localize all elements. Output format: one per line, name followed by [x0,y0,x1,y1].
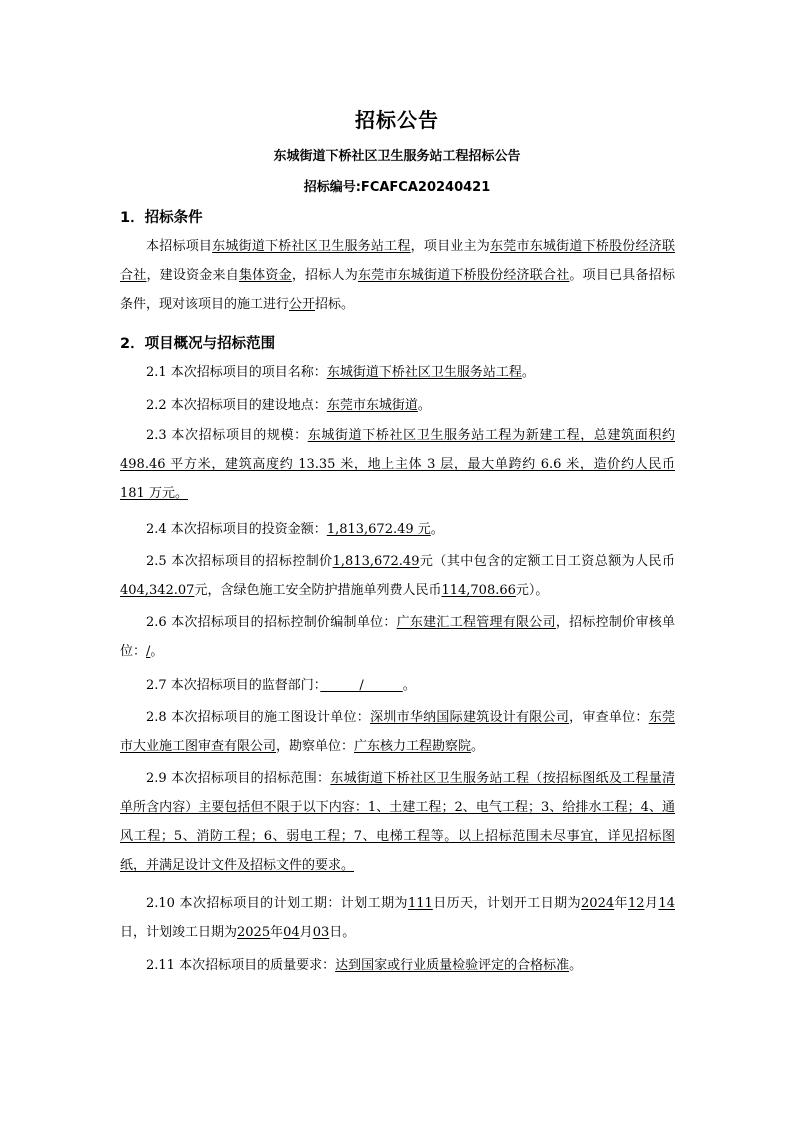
start-month-value: 12 [628,896,645,911]
text-run: ，项目业主为 [410,239,490,254]
document-subtitle: 东城街道下桥社区卫生服务站工程招标公告 [273,149,521,164]
tender-mode-value: 公开 [289,297,316,312]
item-value: / [146,644,151,659]
item-label: 2.9 本次招标项目的招标范围： [146,771,331,786]
item-2-11 [120,951,675,980]
text-run: 月 [299,925,313,940]
funding-value: 集体资金 [238,268,292,283]
item-label: 2.10 本次招标项目的计划工期：计划工期为 [146,896,408,911]
text-run: 。 [569,958,583,973]
item-2-10 [120,889,675,947]
text-run: 。 [417,398,431,413]
item-value: 404,342.07 [120,583,195,598]
section-1-heading: 1．招标条件 [120,210,203,226]
item-label: 2.2 本次招标项目的建设地点： [146,398,327,413]
item-label: 2.4 本次招标项目的投资金额： [146,522,327,537]
item-value: 广东建汇工程管理有限公司 [396,615,556,630]
start-day-value: 14 [658,896,675,911]
item-value: 1,813,672.49 [332,554,420,569]
item-value: 深圳市华纳国际建筑设计有限公司 [370,710,570,725]
item-value: 东莞市大业施工图审查有限公司 [120,710,675,754]
text-run: 。项目已具备招标条件，现对该项目的施工进行 [120,268,675,312]
item-2-6 [120,608,675,666]
text-run: 元）。 [515,583,549,598]
item-value: 广东核力工程勘察院 [354,739,472,754]
text-run: 。 [402,678,416,693]
start-year-value: 2024 [581,896,615,911]
text-run: ，勘察单位： [276,739,355,754]
item-2-7 [120,671,675,700]
item-2-1 [120,358,675,387]
item-value: / [320,678,403,693]
document-title: 招标公告 [355,108,439,132]
text-run: 。 [471,739,485,754]
item-value: 1,813,672.49 元 [326,522,431,537]
item-2-9 [120,764,675,880]
end-month-value: 04 [283,925,300,940]
end-day-value: 03 [312,925,330,940]
text-run: 年 [614,896,628,911]
item-2-2 [120,391,675,420]
section-1-paragraph [120,232,675,319]
text-run: 元（其中包含的定额工日工资总额为人民币 [419,554,675,569]
item-value: 东城街道下桥社区卫生服务站工程 [326,365,522,380]
text-run: 元，含绿色施工安全防护措施单列费人民币 [194,583,442,598]
item-value: 东城街道下桥社区卫生服务站工程（按招标图纸及工程量清单所含内容）主要包括但不限于以下内容：1、土建工程；2、电气工程；3、给排水工程；4、通风工程；5、消防工程；6、弱电工程；7、电梯工程等。以上招标范围未尽事宜，详见招标图纸，并满足设计文件及招标文件的要求。 [120,771,675,873]
text-run: 本招标项目 [146,239,213,254]
item-label: 2.3 本次招标项目的规模： [146,428,308,443]
bid-number: 招标编号:FCAFCA20240421 [303,180,491,195]
owner-value: 东莞市东城街道下桥股份经济联合社 [120,239,675,283]
item-label: 2.7 本次招标项目的监督部门： [146,678,321,693]
text-run: 。 [150,644,164,659]
item-value: 东城街道下桥社区卫生服务站工程为新建工程，总建筑面积约 498.46 平方米，建筑高度约 13.35 米，地上主体 3 层，最大单跨约 6.6 米，造价约人民币 181 万元。 [120,428,675,501]
section-2-heading: 2．项目概况与招标范围 [120,336,276,352]
item-value: 达到国家或行业质量检验评定的合格标准 [335,958,570,973]
text-run: 招标。 [315,297,355,312]
item-2-3 [120,421,675,508]
text-run: ，招标控制价审核单位： [120,615,675,659]
item-label: 2.1 本次招标项目的项目名称： [146,365,327,380]
item-2-5 [120,547,675,605]
text-run: 月 [644,896,659,911]
item-label: 2.6 本次招标项目的招标控制价编制单位： [146,615,397,630]
tenderer-value: 东莞市东城街道下桥股份经济联合社 [357,268,570,283]
text-run: ，招标人为 [291,268,358,283]
item-2-8 [120,703,675,761]
text-run: 日历天，计划开工日期为 [432,896,582,911]
text-run: ，建设资金来自 [146,268,239,283]
text-run: 日。 [329,925,356,940]
item-value: 114,708.66 [441,583,516,598]
item-2-4 [120,515,675,544]
item-label: 2.5 本次招标项目的招标控制价 [146,554,333,569]
item-label: 2.11 本次招标项目的质量要求： [146,958,336,973]
item-label: 2.8 本次招标项目的施工图设计单位： [146,710,371,725]
project-name-value: 东城街道下桥社区卫生服务站工程 [212,239,411,254]
text-run: ，审查单位： [569,710,649,725]
text-run: 日，计划竣工日期为 [120,925,238,940]
end-year-value: 2025 [237,925,271,940]
text-run: 年 [270,925,284,940]
duration-days-value: 111 [407,896,433,911]
text-run: 。 [430,522,444,537]
item-value: 东莞市东城街道 [326,398,418,413]
text-run: 。 [521,365,535,380]
